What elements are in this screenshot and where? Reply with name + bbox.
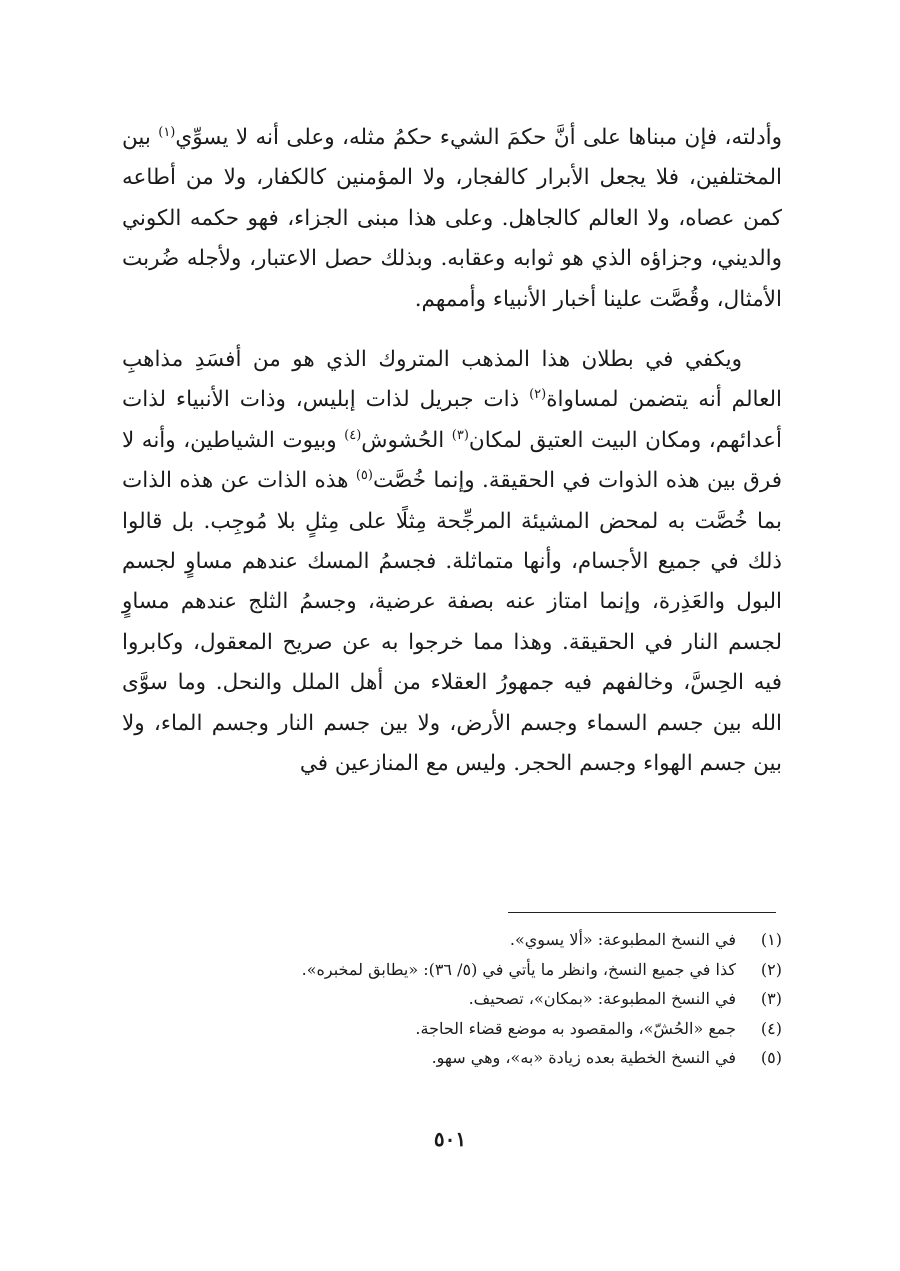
footnote-text: في النسخ الخطية بعده زيادة «به»، وهي سهو. <box>431 1048 736 1067</box>
paragraph-text: ويكفي في بطلان هذا المذهب المتروك الذي هو من أفسَدِ مذاهبِ العالم أنه يتضمن لمساواة <box>122 347 782 413</box>
footnotes-section <box>122 925 782 1073</box>
page-number: ٥٠١ <box>433 1127 467 1151</box>
footnote-ref-4[interactable]: (٤) <box>344 427 362 443</box>
footnote-ref-5[interactable]: (٥) <box>355 468 373 484</box>
footnote-3 <box>122 984 782 1014</box>
footnote-text: جمع «الحُشّ»، والمقصود به موضع قضاء الحاجة. <box>415 1018 736 1038</box>
footnote-ref-3[interactable]: (٣) <box>451 427 469 443</box>
footnote-number: (٣) <box>760 989 782 1008</box>
footnote-number: (٤) <box>760 1018 782 1038</box>
footnote-ref-1[interactable]: (١) <box>158 124 176 140</box>
footnote-5 <box>122 1043 782 1073</box>
paragraph-2 <box>122 340 782 784</box>
paragraph-text: ذات جبريل لذات إبليس، وذات الأنبياء لذات أعدائهم، ومكان البيت العتيق لمكان <box>122 387 782 453</box>
paragraph-text: بين المختلفين، فلا يجعل الأبرار كالفجار، ولا المؤمنين كالكفار، ولا من أطاعه كمن عصاه، ولا العالم كالجاهل. وعلى هذا مبنى الجزاء، فهو حكمه الكوني والديني، وجزاؤه الذي هو ثوابه وعقابه. وبذلك حصل الاعتبار، ولأجله ضُربت الأمثال، وقُصَّت علينا أخبار الأنبياء وأممهم. <box>122 125 782 312</box>
footnote-separator <box>508 912 776 913</box>
paragraph-1 <box>122 118 782 320</box>
footnote-number: (١) <box>760 930 782 949</box>
footnote-number: (٢) <box>760 959 782 979</box>
paragraph-text: وبيوت الشياطين، وأنه لا فرق بين هذه الذوات في الحقيقة. وإنما خُصَّت <box>122 427 782 494</box>
paragraph-text: الحُشوش <box>361 427 452 453</box>
footnote-2 <box>122 955 782 985</box>
footnote-text: كذا في جميع النسخ، وانظر ما يأتي في (٥/ ٣٦): «يطابق لمخبره». <box>301 959 736 979</box>
footnote-ref-2[interactable]: (٢) <box>529 387 547 403</box>
footnote-4 <box>122 1014 782 1044</box>
paragraph-text: وأدلته، فإن مبناها على أنَّ حكمَ الشيء حكمُ مثله، وعلى أنه لا يسوِّي <box>175 125 782 150</box>
footnote-text: في النسخ المطبوعة: «بمكان»، تصحيف. <box>468 989 736 1008</box>
footnote-number: (٥) <box>760 1048 782 1067</box>
paragraph-text: هذه الذات عن هذه الذات بما خُصَّت به لمحض المشيئة المرجِّحة مِثلًا على مِثلٍ بلا مُوجِب. بل قالوا ذلك في جميع الأجسام، وأنها متماثلة. فجسمُ المسك عندهم مساوٍ لجسم البول والعَذِرة، وإنما امتاز عنه بصفة عرضية، وجسمُ الثلج عندهم مساوٍ لجسم النار في الحقيقة. وهذا مما خرجوا به عن صريح المعقول، وكابروا فيه الحِسَّ، وخالفهم فيه جمهورُ العقلاء من أهل الملل والنحل. وما سوَّى الله بين جسم السماء وجسم الأرض، ولا بين جسم النار وجسم الماء، ولا بين جسم الهواء وجسم الحجر. وليس مع المنازعين في <box>122 468 782 777</box>
footnote-1 <box>122 925 782 955</box>
footnote-text: في النسخ المطبوعة: «ألا يسوي». <box>509 930 736 949</box>
main-text <box>122 118 782 785</box>
